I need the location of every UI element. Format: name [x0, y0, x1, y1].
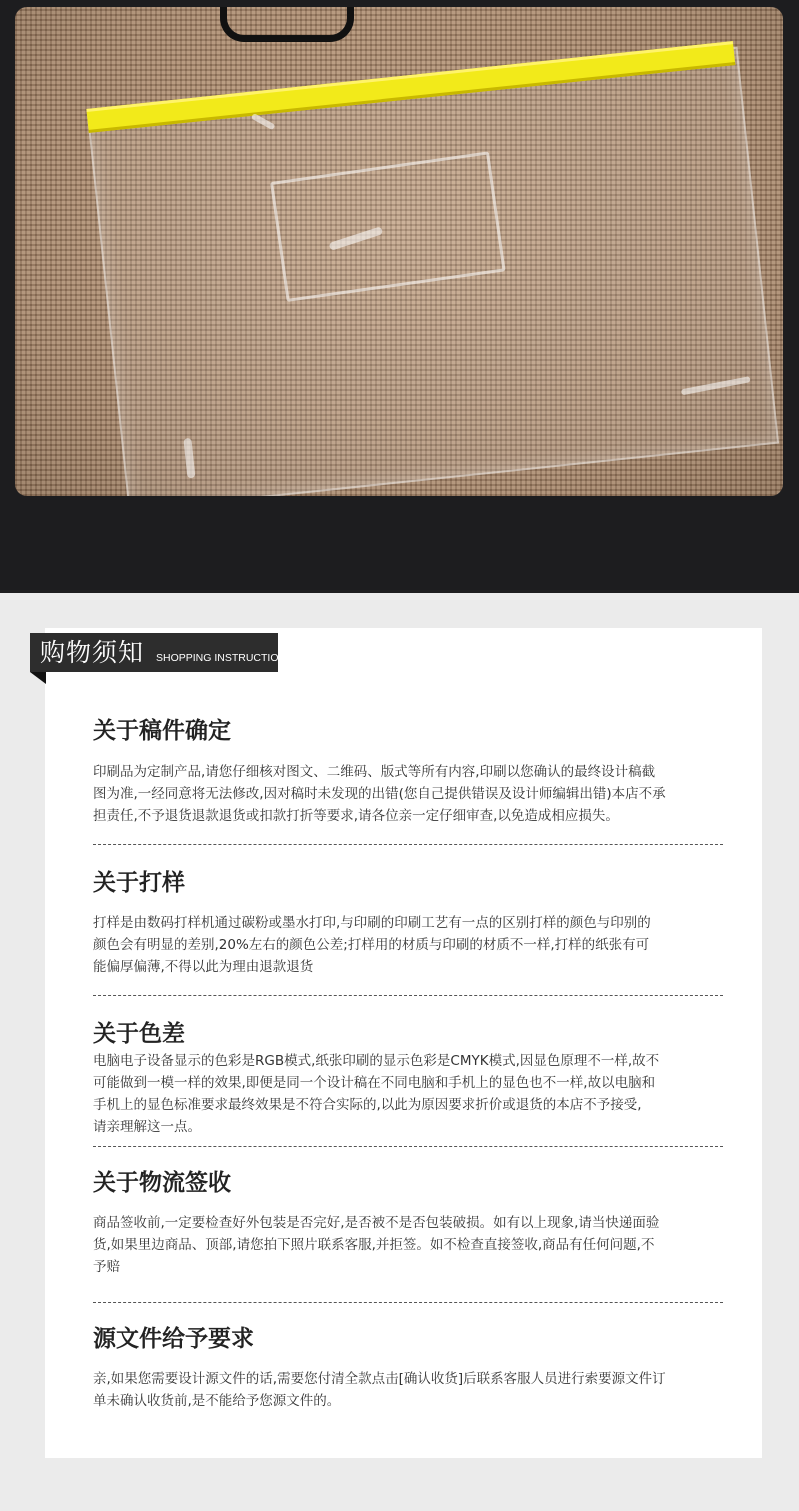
section-title: 源文件给予要求	[93, 1326, 254, 1352]
section-proofing	[93, 868, 741, 978]
section-line: 颜色会有明显的差别,20%左右的颜色公差;打样用的材质与印刷的材质不一样,打样的纸张有可	[93, 937, 650, 953]
section-line: 打样是由数码打样机通过碳粉或墨水打印,与印刷的印刷工艺有一点的区别打样的颜色与印别的	[93, 915, 651, 931]
section-title: 关于色差	[93, 1021, 185, 1047]
notice-title-en: SHOPPING INSTRUCTIONS	[156, 652, 294, 664]
section-line: 请亲理解这一点。	[93, 1119, 201, 1135]
dashed-divider	[93, 995, 723, 996]
section-line: 亲,如果您需要设计源文件的话,需要您付清全款点击[确认收货]后联系客服人员进行索要源文件订	[93, 1371, 666, 1387]
dashed-divider	[93, 1302, 723, 1303]
notice-title-cn: 购物须知	[40, 638, 145, 667]
section-line: 可能做到一模一样的效果,即便是同一个设计稿在不同电脑和手机上的显色也不一样,故以电脑和	[93, 1075, 656, 1091]
section-line: 能偏厚偏薄,不得以此为理由退款退货	[93, 959, 314, 975]
section-title: 关于物流签收	[93, 1170, 231, 1196]
section-manuscript	[93, 716, 741, 827]
section-line: 电脑电子设备显示的色彩是RGB模式,纸张印刷的显示色彩是CMYK模式,因显色原理不一样,故不	[93, 1053, 660, 1069]
section-source-files	[93, 1324, 741, 1412]
section-title: 关于打样	[93, 870, 185, 896]
product-photo	[15, 7, 783, 496]
section-line: 印刷品为定制产品,请您仔细核对图文、二维码、版式等所有内容,印刷以您确认的最终设计稿截	[93, 764, 656, 780]
banner-fold	[30, 672, 46, 684]
section-color-difference	[93, 1019, 741, 1138]
section-logistics	[93, 1168, 741, 1278]
eyeglasses-decor	[220, 7, 354, 42]
section-line: 单未确认收货前,是不能给予您源文件的。	[93, 1393, 341, 1409]
card-pocket	[270, 151, 506, 302]
section-line: 商品签收前,一定要检查好外包装是否完好,是否被不是否包装破损。如有以上现象,请当快递面验	[93, 1215, 660, 1231]
section-line: 货,如果里边商品、顶部,请您拍下照片联系客服,并拒签。如不检查直接签收,商品有任何问题,不	[93, 1237, 655, 1253]
section-line: 担责任,不予退货退款退货或扣款打折等要求,请各位亲一定仔细审查,以免造成相应损失。	[93, 808, 619, 824]
dashed-divider	[93, 1146, 723, 1147]
yellow-zipper	[86, 41, 735, 133]
product-photo-section	[0, 0, 799, 593]
section-line: 图为准,一经同意将无法修改,因对稿时未发现的出错(您自己提供错误及设计师编辑出错)本店不承	[93, 786, 666, 802]
dashed-divider	[93, 844, 723, 845]
section-line: 手机上的显色标准要求最终效果是不符合实际的,以此为原因要求折价或退货的本店不予接受,	[93, 1097, 642, 1113]
section-line: 予赔	[93, 1259, 120, 1275]
section-title: 关于稿件确定	[93, 718, 231, 744]
zipper-bag	[87, 47, 779, 496]
